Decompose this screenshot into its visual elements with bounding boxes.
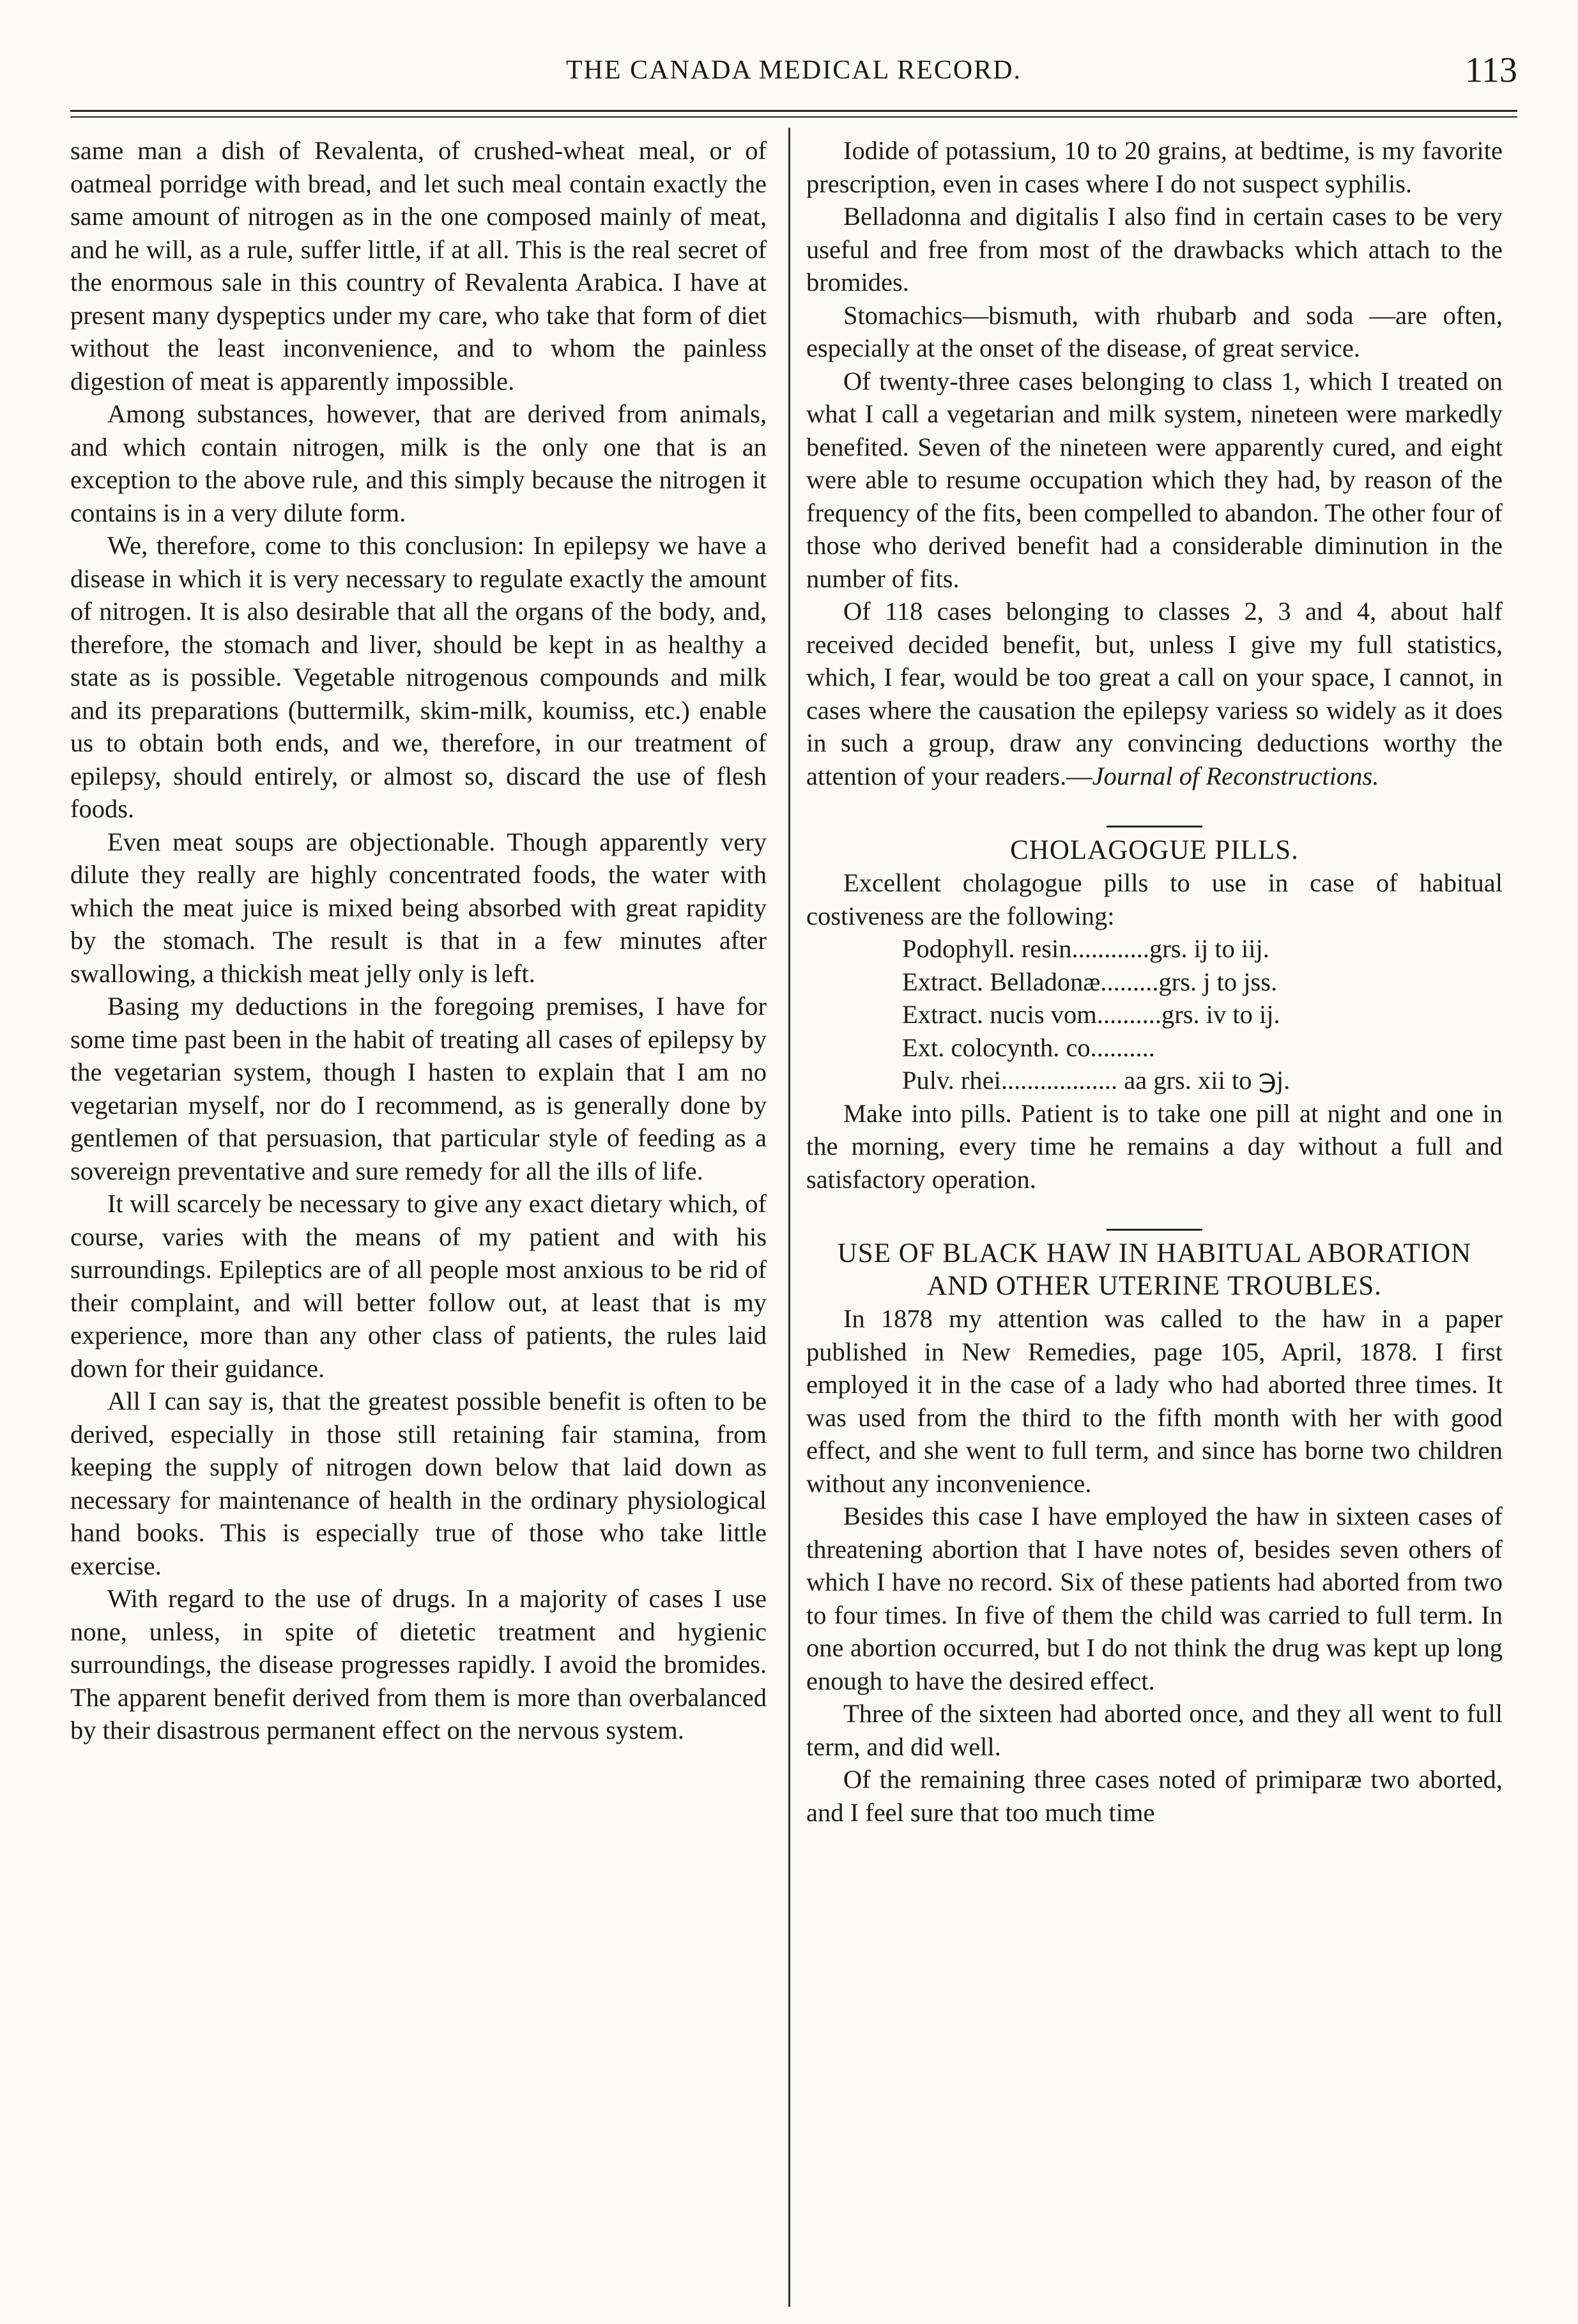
paragraph: In 1878 my attention was called to the haw in a paper published in New Remedies, page 105, April, 1878. I first employed it in the case of a lady who had aborted three times. It was used from the third to the fifth month with her with good effect, and she went to full term, and since has borne two children without any inconvenience.	[806, 1304, 1503, 1498]
paragraph: Of the remaining three cases noted of primiparæ two aborted, and I feel sure that too much time	[806, 1765, 1503, 1827]
paragraph: Excellent cholagogue pills to use in case of habitual costiveness are the following:	[806, 868, 1503, 930]
paragraph-with-citation	[806, 595, 1503, 792]
left-column	[70, 134, 767, 1747]
paragraph: Stomachics—bismuth, with rhubarb and soda —are often, especially at the onset of the disease, of great service.	[806, 300, 1503, 362]
prescription-list	[902, 932, 1503, 1097]
paragraph: same man a dish of Revalenta, of crushed-wheat meal, or of oatmeal porridge with bread, and let such meal contain exactly the same amount of nitrogen as in the one composed mainly of meat, and he will, as a rule, suffer little, if at all. This is the real secret of the enormous sale in this country of Revalenta Arabica. I have at present many dyspeptics under my care, who take that form of diet without the least inconvenience, and to whom the painless digestion of meat is apparently impossible.	[70, 136, 767, 396]
paragraph: Basing my deductions in the foregoing premises, I have for some time past been in the habit of treating all cases of epilepsy by the vegetarian system, though I hasten to explain that I am no vegetarian myself, nor do I recommend, as is generally done by gentlemen of that persuasion, that particular style of feeding as a sovereign preventative and sure remedy for all the ills of life.	[70, 992, 767, 1185]
paragraph: Of twenty-three cases belonging to class 1, which I treated on what I call a vegetarian and milk system, nineteen were markedly benefited. Seven of the nineteen were apparently cured, and eight were able to resume occupation which they had, by reason of the frequency of the fits, been compelled to abandon. The other four of those who derived benefit had a considerable diminution in the number of fits.	[806, 366, 1503, 593]
paragraph: Three of the sixteen had aborted once, and they all went to full term, and did well.	[806, 1699, 1503, 1761]
section-heading-black-haw: USE OF BLACK HAW IN HABITUAL ABORATION AND OTHER UTERINE TROUBLES.	[837, 1238, 1472, 1301]
section-heading-cholagogue: CHOLAGOGUE PILLS.	[1010, 835, 1299, 865]
paragraph: All I can say is, that the greatest possible benefit is often to be derived, especially in those still retaining fair stamina, from keeping the supply of nitrogen down below that laid down as necessary for maintenance of health in the ordinary physiological hand books. This is especially true of those who take little exercise.	[70, 1387, 767, 1580]
paragraph: We, therefore, come to this conclusion: In epilepsy we have a disease in which it is very necessary to regulate exactly the amount of nitrogen. It is also desirable that all the organs of the body, and, therefore, the stomach and liver, should be kept in as healthy a state as is possible. Vegetable nitrogenous compounds and milk and its preparations (buttermilk, skim-milk, koumiss, etc.) enable us to obtain both ends, and we, therefore, in our treatment of epilepsy, should entirely, or almost so, discard the use of flesh foods.	[70, 531, 767, 823]
paragraph: With regard to the use of drugs. In a majority of cases I use none, unless, in spite of dietetic treatment and hygienic surroundings, the disease progresses rapidly. I avoid the bromides. The apparent benefit derived from them is more than overbalanced by their disastrous permanent effect on the nervous system.	[70, 1584, 767, 1744]
paragraph: Belladonna and digitalis I also find in certain cases to be very useful and free from most of the drawbacks which attach to the bromides.	[806, 202, 1503, 296]
header-rule-secondary	[70, 116, 1517, 118]
paragraph: It will scarcely be necessary to give any exact dietary which, of course, varies with the means of my patient and with his surroundings. Epileptics are of all people most anxious to be rid of their complaint, and will better follow out, at least that is my experience, more than any other class of patients, the rules laid down for their guidance.	[70, 1189, 767, 1383]
paragraph: Iodide of potassium, 10 to 20 grains, at bedtime, is my favorite prescription, even in cases where I do not suspect syphilis.	[806, 136, 1503, 198]
section-rule	[1107, 1229, 1202, 1231]
prescription-line: Pulv. rhei.................. aa grs. xii to ℈j.	[902, 1066, 1291, 1095]
section-rule	[1107, 826, 1202, 827]
journal-title: THE CANADA MEDICAL RECORD.	[565, 56, 1022, 85]
paragraph: Even meat soups are objectionable. Though apparently very dilute they really are highly concentrated foods, the water with which the meat juice is mixed being absorbed with great rapidity by the stomach. The result is that in a few minutes after swallowing, a thickish meat jelly only is left.	[70, 827, 767, 988]
paragraph: Among substances, however, that are derived from animals, and which contain nitrogen, milk is the only one that is an exception to the above rule, and this simply because the nitrogen it contains is in a very dilute form.	[70, 399, 767, 527]
paragraph: Make into pills. Patient is to take one pill at night and one in the morning, every time he remains a day without a full and satisfactory operation.	[806, 1098, 1503, 1194]
paragraph-text: Of 118 cases belonging to classes 2, 3 and 4, about half received decided benefit, but, unless I give my full statistics, which, I fear, would be too great a call on your space, I cannot, in cases where the causation the epilepsy variess so widely as it does in such a group, draw any convincing deductions worthy the attention of your readers.—	[806, 597, 1503, 790]
prescription-line: Extract. Belladonæ.........grs. j to jss.	[902, 967, 1278, 996]
right-column	[806, 134, 1503, 1829]
prescription-line: Ext. colocynth. co..........	[902, 1033, 1155, 1062]
citation: Journal of Reconstructions.	[1092, 761, 1379, 790]
column-divider	[788, 128, 790, 2307]
paragraph: Besides this case I have employed the haw in sixteen cases of threatening abortion that I have notes of, besides seven others of which I have no record. Six of these patients had aborted from two to four times. In five of them the child was carried to full term. In one abortion occurred, but I do not think the drug was kept up long enough to have the desired effect.	[806, 1502, 1503, 1695]
page-number: 113	[1465, 50, 1517, 90]
header-rule	[70, 110, 1517, 112]
prescription-line: Extract. nucis vom..........grs. iv to ij.	[902, 1000, 1280, 1029]
running-head	[70, 50, 1517, 101]
prescription-line: Podophyll. resin............grs. ij to iij.	[902, 934, 1269, 963]
